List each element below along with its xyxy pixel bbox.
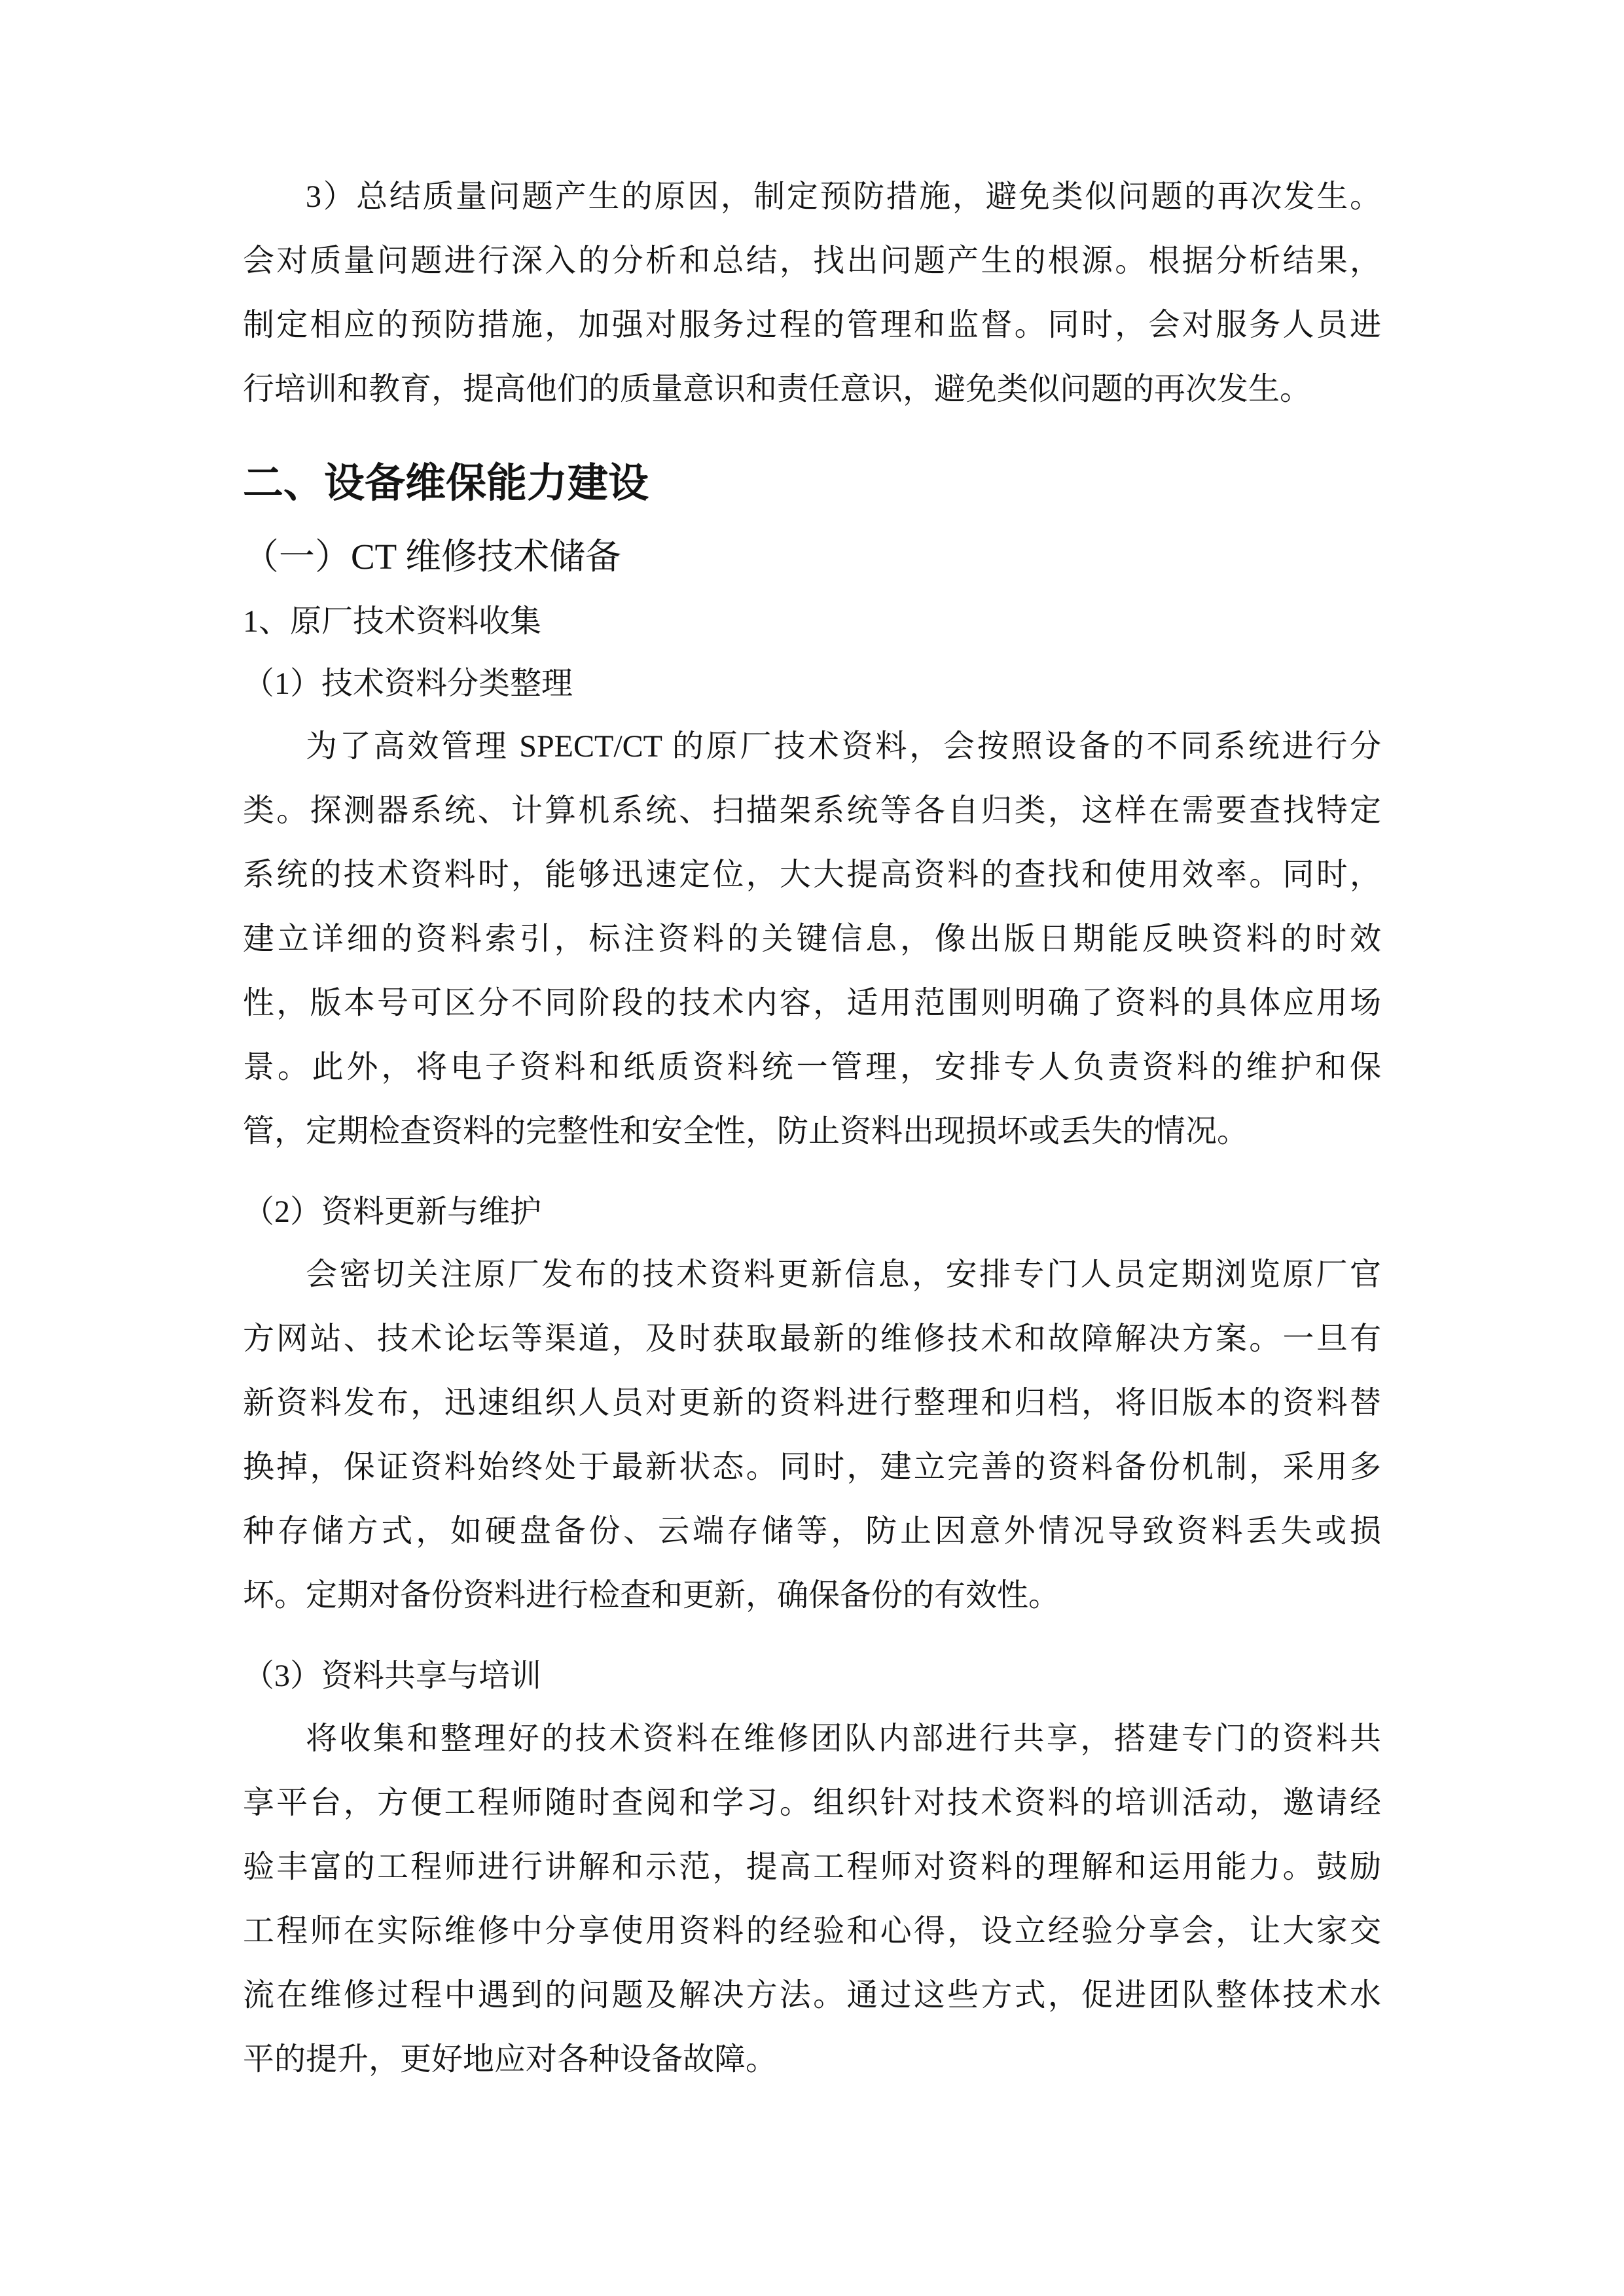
body-line: 类。探测器系统、计算机系统、扫描架系统等各自归类，这样在需要查找特定 <box>243 793 1381 828</box>
body-line: 验丰富的工程师进行讲解和示范，提高工程师对资料的理解和运用能力。鼓励 <box>243 1850 1381 1884</box>
part-2-heading: （2）资料更新与维护 <box>243 1194 542 1229</box>
part-1-heading: （1）技术资料分类整理 <box>243 666 573 701</box>
body-line: 管，定期检查资料的完整性和安全性，防止资料出现损坏或丢失的情况。 <box>243 1114 1249 1149</box>
body-line: 3）总结质量问题产生的原因，制定预防措施，避免类似问题的再次发生。 <box>306 179 1381 214</box>
part-3-heading: （3）资料共享与培训 <box>243 1659 542 1693</box>
body-line: 为了高效管理 SPECT/CT 的原厂技术资料，会按照设备的不同系统进行分 <box>306 729 1381 764</box>
body-line: 种存储方式，如硬盘备份、云端存储等，防止因意外情况导致资料丢失或损 <box>243 1514 1381 1549</box>
subsection-heading: （一）CT 维修技术储备 <box>243 537 622 577</box>
body-line: 系统的技术资料时，能够迅速定位，大大提高资料的查找和使用效率。同时， <box>243 857 1381 892</box>
body-line: 会密切关注原厂发布的技术资料更新信息，安排专门人员定期浏览原厂官 <box>306 1257 1381 1292</box>
body-line: 会对质量问题进行深入的分析和总结，找出问题产生的根源。根据分析结果， <box>243 243 1381 278</box>
body-line: 享平台，方便工程师随时查阅和学习。组织针对技术资料的培训活动，邀请经 <box>243 1785 1381 1820</box>
body-line: 流在维修过程中遇到的问题及解决方法。通过这些方式，促进团队整体技术水 <box>243 1978 1381 2013</box>
part-2-paragraph <box>243 1243 1381 1628</box>
body-line: 换掉，保证资料始终处于最新状态。同时，建立完善的资料备份机制，采用多 <box>243 1450 1381 1484</box>
body-line: 建立详细的资料索引，标注资料的关键信息，像出版日期能反映资料的时效 <box>243 922 1381 956</box>
body-line: 平的提升，更好地应对各种设备故障。 <box>243 2042 778 2077</box>
part-3-paragraph <box>243 1707 1381 2092</box>
body-line: 制定相应的预防措施，加强对服务过程的管理和监督。同时，会对服务人员进 <box>243 308 1381 342</box>
body-line: 坏。定期对备份资料进行检查和更新，确保备份的有效性。 <box>243 1578 1060 1613</box>
body-line: 行培训和教育，提高他们的质量意识和责任意识，避免类似问题的再次发生。 <box>243 372 1312 406</box>
body-line: 工程师在实际维修中分享使用资料的经验和心得，设立经验分享会，让大家交 <box>243 1914 1381 1948</box>
list-item-heading: 1、原厂技术资料收集 <box>243 604 542 639</box>
body-line: 方网站、技术论坛等渠道，及时获取最新的维修技术和故障解决方案。一旦有 <box>243 1321 1381 1356</box>
body-line: 景。此外，将电子资料和纸质资料统一管理，安排专人负责资料的维护和保 <box>243 1050 1381 1085</box>
section-heading: 二、设备维保能力建设 <box>243 461 649 506</box>
body-line: 将收集和整理好的技术资料在维修团队内部进行共享，搭建专门的资料共 <box>306 1721 1381 1756</box>
intro-paragraph <box>243 165 1381 422</box>
body-line: 新资料发布，迅速组织人员对更新的资料进行整理和归档，将旧版本的资料替 <box>243 1386 1381 1420</box>
part-1-paragraph <box>243 715 1381 1164</box>
body-line: 性，版本号可区分不同阶段的技术内容，适用范围则明确了资料的具体应用场 <box>243 986 1381 1020</box>
